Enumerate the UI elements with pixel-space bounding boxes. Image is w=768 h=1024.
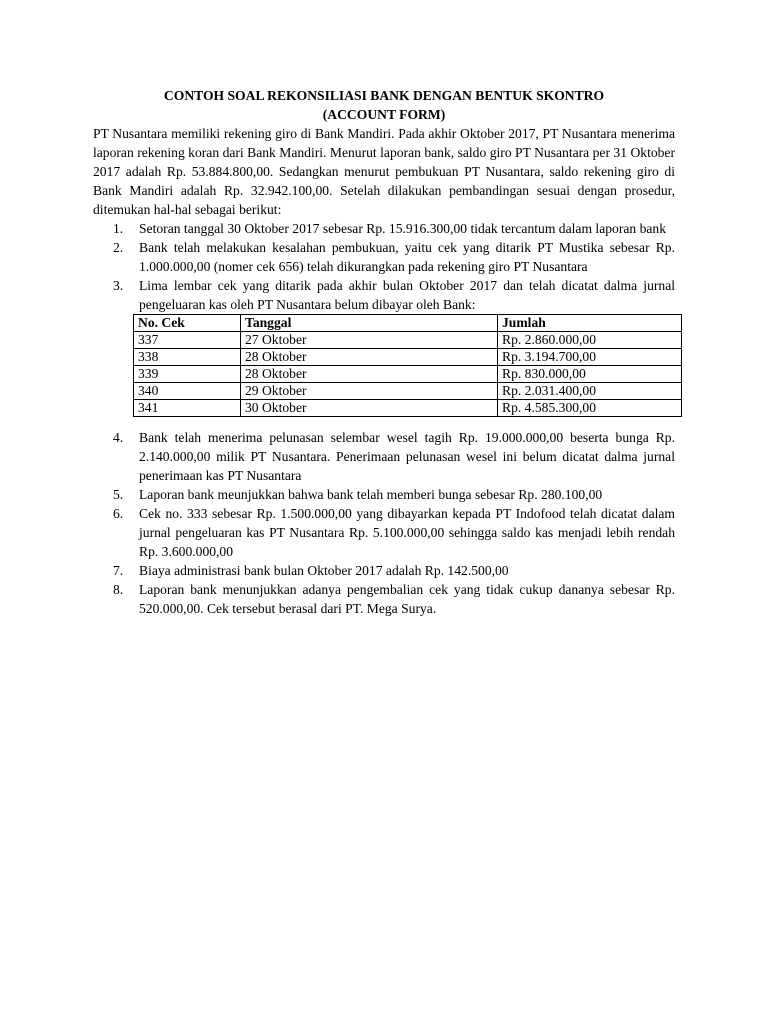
cell-no-cek: 340 <box>134 383 241 400</box>
cell-tanggal: 30 Oktober <box>241 400 498 417</box>
cell-jumlah: Rp. 2.860.000,00 <box>498 332 682 349</box>
list-item-number: 2. <box>113 240 124 255</box>
list-item <box>93 428 675 485</box>
list-item <box>93 276 675 314</box>
list-item-text: Bank telah melakukan kesalahan pembukuan, yaitu cek yang ditarik PT Mustika sebesar Rp. 1.000.000,00 (nomer cek 656) telah dikurangkan pada rekening giro PT Nusantara <box>139 240 675 274</box>
table-row <box>134 400 682 417</box>
cell-tanggal: 28 Oktober <box>241 366 498 383</box>
list-item <box>93 504 675 561</box>
list-item-number: 4. <box>113 430 124 445</box>
cell-jumlah: Rp. 3.194.700,00 <box>498 349 682 366</box>
list-item <box>93 219 675 238</box>
cell-no-cek: 341 <box>134 400 241 417</box>
cell-no-cek: 337 <box>134 332 241 349</box>
cell-jumlah: Rp. 4.585.300,00 <box>498 400 682 417</box>
table-row <box>134 349 682 366</box>
list-item-number: 7. <box>113 563 124 578</box>
list-item <box>93 238 675 276</box>
cell-tanggal: 29 Oktober <box>241 383 498 400</box>
document-title-line2: (ACCOUNT FORM) <box>322 107 446 122</box>
list-item-number: 8. <box>113 582 124 597</box>
findings-list-part1 <box>93 219 675 314</box>
cell-no-cek: 338 <box>134 349 241 366</box>
findings-list-part2 <box>93 428 675 618</box>
list-item-text: Bank telah menerima pelunasan selembar wesel tagih Rp. 19.000.000,00 beserta bunga Rp. 2.140.000,00 milik PT Nusantara. Penerimaan pelunasan wesel ini belum dicatat dalma jurnal penerimaan kas PT Nusantara <box>139 430 675 483</box>
list-item-text: Laporan bank meunjukkan bahwa bank telah memberi bunga sebesar Rp. 280.100,00 <box>139 487 603 502</box>
list-item <box>93 561 675 580</box>
list-item-text: Cek no. 333 sebesar Rp. 1.500.000,00 yang dibayarkan kepada PT Indofood telah dicatat dalam jurnal pengeluaran kas PT Nusantara Rp. 5.100.000,00 sehingga saldo kas menjadi lebih rendah Rp. 3.600.000,00 <box>139 506 675 559</box>
cell-no-cek: 339 <box>134 366 241 383</box>
list-item-text: Laporan bank menunjukkan adanya pengembalian cek yang tidak cukup dananya sebesar Rp. 520.000,00. Cek tersebut berasal dari PT. Mega Surya. <box>139 582 675 616</box>
column-header-no-cek: No. Cek <box>134 315 241 332</box>
cell-tanggal: 28 Oktober <box>241 349 498 366</box>
document-page <box>93 86 675 618</box>
column-header-tanggal: Tanggal <box>241 315 498 332</box>
table-row <box>134 332 682 349</box>
list-item-text: Setoran tanggal 30 Oktober 2017 sebesar Rp. 15.916.300,00 tidak tercantum dalam laporan bank <box>139 221 667 236</box>
cell-tanggal: 27 Oktober <box>241 332 498 349</box>
intro-paragraph: PT Nusantara memiliki rekening giro di Bank Mandiri. Pada akhir Oktober 2017, PT Nusantara menerima laporan rekening koran dari Bank Mandiri. Menurut laporan bank, saldo giro PT Nusantara per 31 Oktober 2017 adalah Rp. 53.884.800,00. Sedangkan menurut pembukuan PT Nusantara, saldo rekening giro di Bank Mandiri adalah Rp. 32.942.100,00. Setelah dilakukan pembandingan sesuai dengan prosedur, ditemukan hal-hal sebagai berikut: <box>93 126 675 217</box>
cell-jumlah: Rp. 830.000,00 <box>498 366 682 383</box>
document-title-line1: CONTOH SOAL REKONSILIASI BANK DENGAN BENTUK SKONTRO <box>163 88 605 103</box>
list-item-number: 6. <box>113 506 124 521</box>
outstanding-checks-table <box>133 314 682 417</box>
list-item <box>93 485 675 504</box>
list-item-text: Biaya administrasi bank bulan Oktober 2017 adalah Rp. 142.500,00 <box>139 563 509 578</box>
column-header-jumlah: Jumlah <box>498 315 682 332</box>
table-row <box>134 383 682 400</box>
list-item-number: 3. <box>113 278 124 293</box>
table-header-row <box>134 315 682 332</box>
list-item <box>93 580 675 618</box>
list-item-number: 1. <box>113 221 124 236</box>
list-item-number: 5. <box>113 487 124 502</box>
table-row <box>134 366 682 383</box>
cell-jumlah: Rp. 2.031.400,00 <box>498 383 682 400</box>
list-item-text: Lima lembar cek yang ditarik pada akhir bulan Oktober 2017 dan telah dicatat dalma jurnal pengeluaran kas oleh PT Nusantara belum dibayar oleh Bank: <box>139 278 675 312</box>
